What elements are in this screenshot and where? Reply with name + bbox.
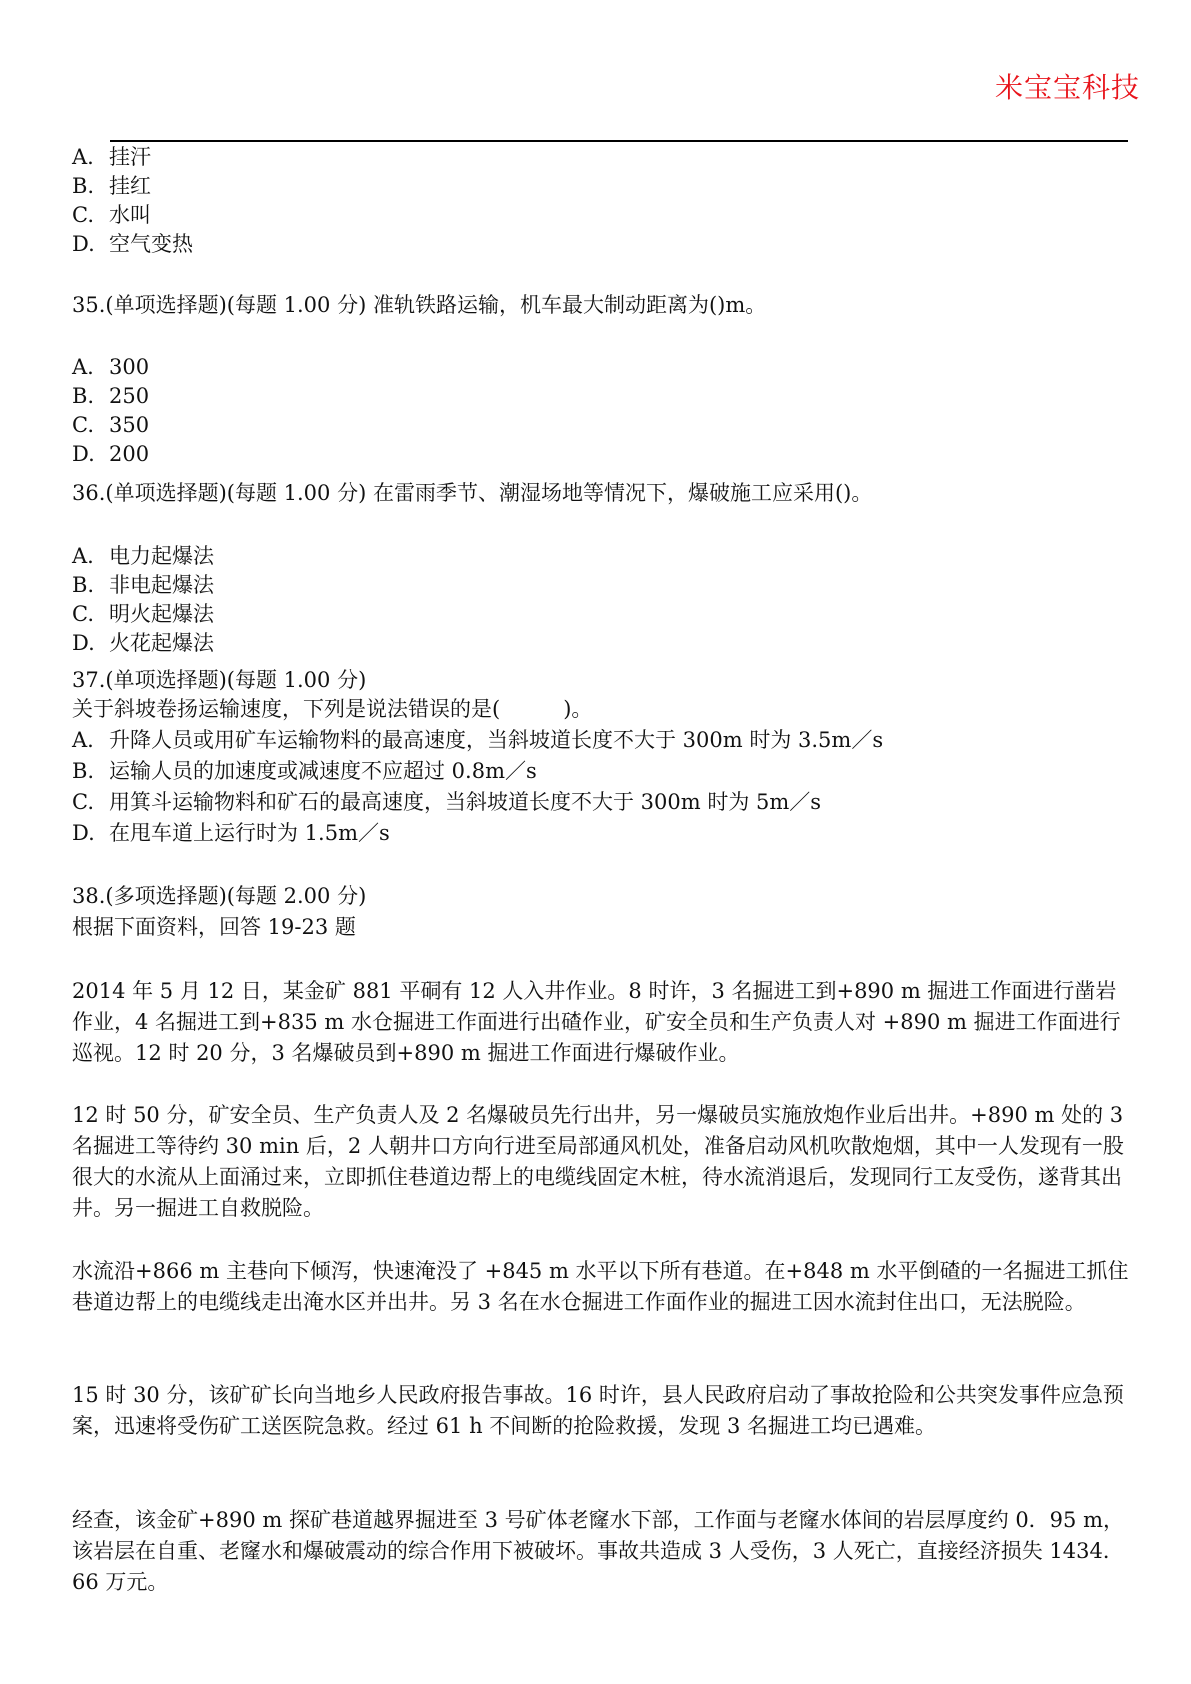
option-letter: A.	[72, 544, 94, 568]
q35-option-c	[72, 410, 1132, 441]
option-letter: D.	[72, 232, 95, 256]
case-paragraph-1: 2014 年 5 月 12 日，某金矿 881 平硐有 12 人入井作业。8 时许，3 名掘进工到+890 m 掘进工作面进行凿岩作业，4 名掘进工到+835 m 水仓掘进工作面进行出碴作业，矿安全员和生产负责人对 +890 m 掘进工作面进行巡视。12 时 20 分，3 名爆破员到+890 m 掘进工作面进行爆破作业。	[72, 979, 1121, 1065]
option-letter: D.	[72, 821, 95, 845]
q38-stem: 38.(多项选择题)(每题 2.00 分)	[72, 884, 367, 908]
case-paragraph-5: 经查，该金矿+890 m 探矿巷道越界掘进至 3 号矿体老窿水下部，工作面与老窿水体间的岩层厚度约 0．95 m，该岩层在自重、老窿水和爆破震动的综合作用下被破坏。事故共造成 3 人受伤，3 人死亡，直接经济损失 1434．66 万元。	[72, 1508, 1124, 1594]
option-text: 空气变热	[109, 232, 193, 256]
q35-option-d	[72, 439, 1132, 470]
q34-option-c	[72, 200, 1132, 231]
option-text: 200	[109, 442, 150, 466]
option-text: 电力起爆法	[109, 544, 214, 568]
option-text: 升降人员或用矿车运输物料的最高速度，当斜坡道长度不大于 300m 时为 3.5m／s	[109, 728, 884, 752]
option-text: 火花起爆法	[109, 631, 214, 655]
q36-option-a	[72, 541, 1132, 572]
q37-question: 关于斜坡卷扬运输速度，下列是说法错误的是( )。	[72, 697, 593, 721]
q36-option-d	[72, 628, 1132, 659]
option-text: 非电起爆法	[109, 573, 214, 597]
q37-option-c	[72, 787, 1132, 818]
option-text: 水叫	[109, 203, 151, 227]
q36-stem: 36.(单项选择题)(每题 1.00 分) 在雷雨季节、潮湿场地等情况下，爆破施工应采用()。	[72, 481, 873, 505]
q36-option-b	[72, 570, 1132, 601]
option-text: 运输人员的加速度或减速度不应超过 0.8m／s	[109, 759, 537, 783]
q38-intro: 根据下面资料，回答 19-23 题	[72, 915, 356, 939]
option-text: 挂红	[109, 174, 151, 198]
option-text: 挂汗	[109, 145, 151, 169]
option-letter: C.	[72, 413, 94, 437]
option-letter: B.	[72, 384, 95, 408]
case-paragraph-2: 12 时 50 分，矿安全员、生产负责人及 2 名爆破员先行出井，另一爆破员实施放炮作业后出井。+890 m 处的 3 名掘进工等待约 30 min 后，2 人朝井口方向行进至局部通风机处，准备启动风机吹散炮烟，其中一人发现有一股很大的水流从上面涌过来，立即抓住巷道边帮上的电缆线固定木桩，待水流消退后，发现同行工友受伤，遂背其出井。另一掘进工自救脱险。	[72, 1103, 1124, 1220]
q34-option-b	[72, 171, 1132, 202]
q35-option-a	[72, 352, 1132, 383]
q37-option-b	[72, 756, 1132, 787]
option-letter: B.	[72, 759, 95, 783]
q36-option-c	[72, 599, 1132, 630]
q37-option-a	[72, 725, 1132, 756]
q37-option-d	[72, 818, 1132, 849]
q35-stem: 35.(单项选择题)(每题 1.00 分) 准轨铁路运输，机车最大制动距离为()m。	[72, 293, 767, 317]
option-text: 350	[109, 413, 150, 437]
option-letter: C.	[72, 790, 94, 814]
option-letter: A.	[72, 355, 94, 379]
case-paragraph-3: 水流沿+866 m 主巷向下倾泻，快速淹没了 +845 m 水平以下所有巷道。在+848 m 水平倒碴的一名掘进工抓住巷道边帮上的电缆线走出淹水区并出井。另 3 名在水仓掘进工作面作业的掘进工因水流封住出口，无法脱险。	[72, 1259, 1129, 1314]
option-text: 用箕斗运输物料和矿石的最高速度，当斜坡道长度不大于 300m 时为 5m／s	[109, 790, 822, 814]
option-letter: A.	[72, 145, 94, 169]
option-letter: B.	[72, 174, 95, 198]
q34-option-d	[72, 229, 1132, 260]
option-text: 300	[109, 355, 150, 379]
case-paragraph-4: 15 时 30 分，该矿矿长向当地乡人民政府报告事故。16 时许，县人民政府启动了事故抢险和公共突发事件应急预案，迅速将受伤矿工送医院急救。经过 61 h 不间断的抢险救援，发现 3 名掘进工均已遇难。	[72, 1383, 1124, 1438]
q34-option-a	[72, 142, 1132, 173]
option-letter: C.	[72, 602, 94, 626]
option-text: 明火起爆法	[109, 602, 214, 626]
option-text: 在甩车道上运行时为 1.5m／s	[109, 821, 390, 845]
option-text: 250	[109, 384, 150, 408]
option-letter: C.	[72, 203, 94, 227]
q37-stem: 37.(单项选择题)(每题 1.00 分)	[72, 668, 367, 692]
option-letter: D.	[72, 442, 95, 466]
option-letter: A.	[72, 728, 94, 752]
option-letter: D.	[72, 631, 95, 655]
option-letter: B.	[72, 573, 95, 597]
brand-logo-text: 米宝宝科技	[994, 71, 1140, 104]
q35-option-b	[72, 381, 1132, 412]
